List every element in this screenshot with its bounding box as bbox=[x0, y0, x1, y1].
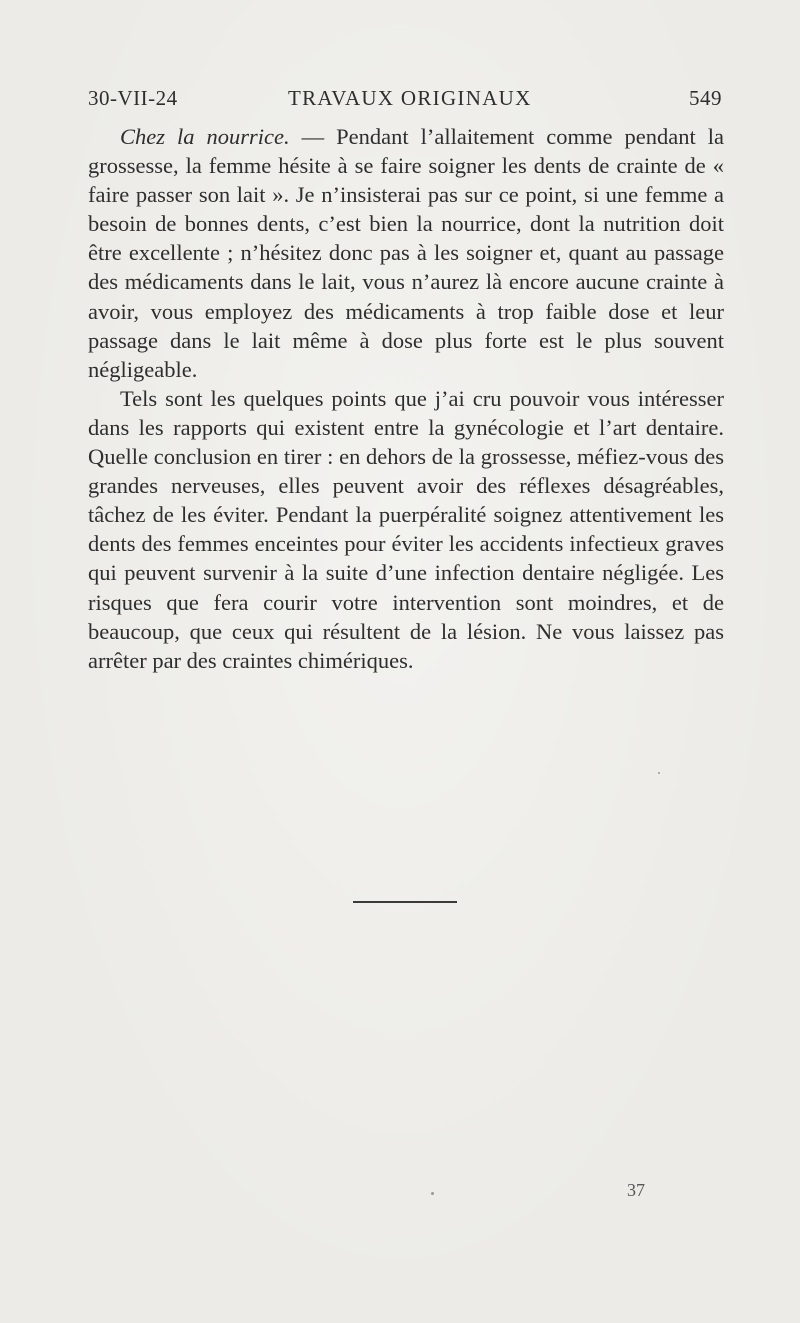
running-head bbox=[88, 86, 728, 120]
printer-signature-mark: 37 bbox=[627, 1180, 645, 1200]
paragraph-nourrice bbox=[88, 122, 724, 384]
paper-speck bbox=[658, 772, 660, 774]
paragraph-lead: Chez la nourrice. bbox=[120, 124, 290, 149]
section-end-rule bbox=[353, 901, 457, 903]
section-title: TRAVAUX ORIGINAUX bbox=[288, 86, 532, 110]
page-number: 549 bbox=[689, 86, 722, 110]
issue-date: 30-VII-24 bbox=[88, 86, 178, 110]
paragraph-text: — Pendant l’allaitement comme pendant la grossesse, la femme hésite à se faire soigner les dents de crainte de « faire passer son lait ». Je n’insisterai pas sur ce point, si une femme a besoin de bonnes dents, c’est bien la nourrice, dont la nutrition doit être excellente ; n’hésitez donc pas à les soigner et, quant au passage des médicaments dans le lait, vous n’aurez là encore aucune crainte à avoir, vous employez des médicaments à trop faible dose et leur passage dans le lait même à dose plus forte est le plus souvent négligeable. bbox=[88, 124, 724, 382]
article-body bbox=[88, 122, 724, 675]
paper-speck bbox=[431, 1192, 434, 1195]
paragraph-text: Tels sont les quelques points que j’ai cru pouvoir vous intéresser dans les rapports qui existent entre la gynécologie et l’art dentaire. Quelle conclusion en tirer : en dehors de la grossesse, méfiez-vous des grandes nerveuses, elles peuvent avoir des réflexes désagréables, tâchez de les éviter. Pendant la puerpéralité soignez attentivement les dents des femmes enceintes pour éviter les accidents infectieux graves qui peuvent survenir à la suite d’une infection dentaire négligée. Les risques que fera courir votre intervention sont moindres, et de beaucoup, que ceux qui résultent de la lésion. Ne vous laissez pas arrêter par des craintes chimériques. bbox=[88, 385, 724, 673]
paragraph-conclusion bbox=[88, 384, 724, 675]
